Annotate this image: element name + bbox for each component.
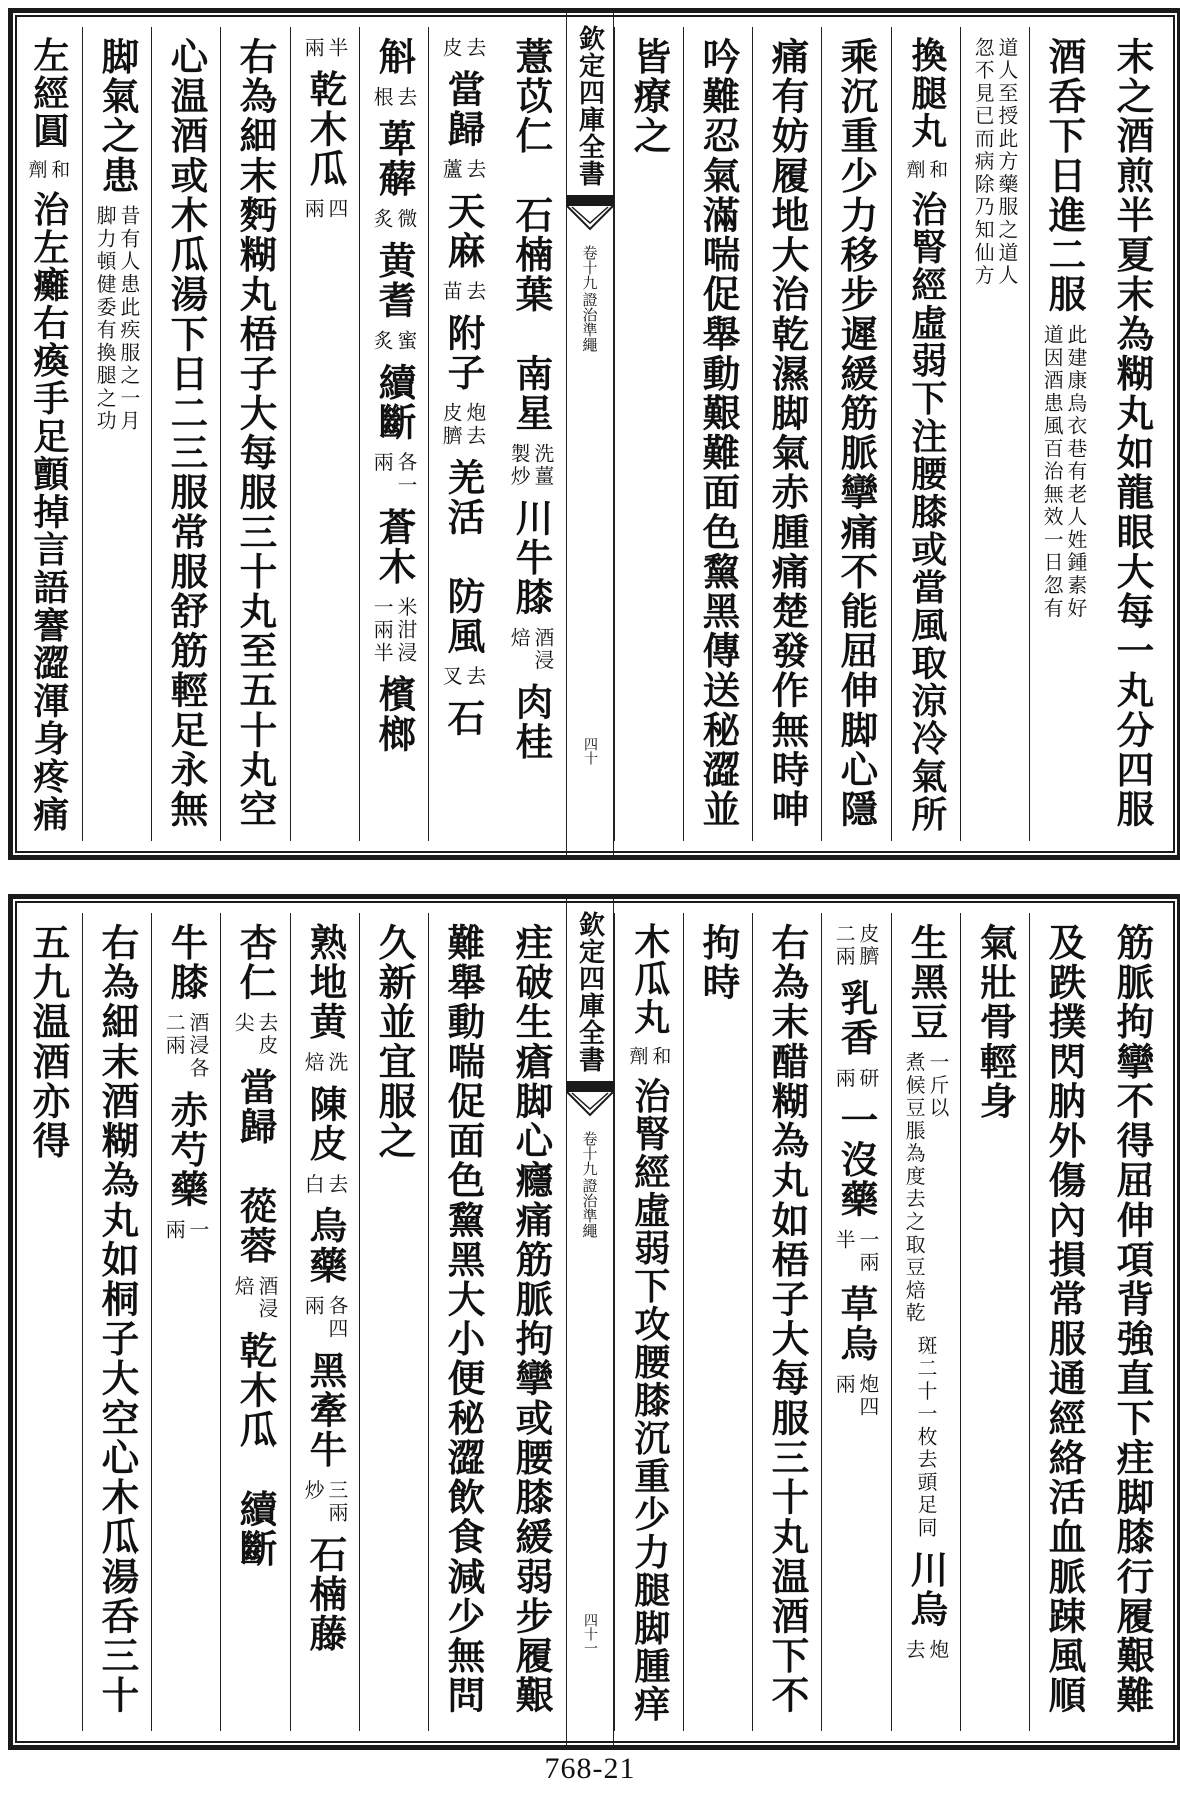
text-column [683, 913, 752, 1731]
bottom-page-panel [8, 894, 1180, 1750]
main-text: 生黑豆 [903, 922, 949, 1042]
small-annotation [371, 442, 417, 497]
small-annotation [371, 77, 417, 110]
small-annotation [834, 913, 880, 968]
top-page-panel [8, 8, 1180, 860]
annotation-line: 兩 [162, 1218, 187, 1242]
main-text: 肉桂 [509, 682, 555, 762]
main-text: 痛有妨履地大治乾濕脚氣赤腫痛楚發作無時呻 [765, 36, 811, 830]
small-annotation [440, 392, 486, 447]
annotation-line: 脚力頓健委有換腿之功 [93, 205, 118, 433]
main-text: 一沒藥 [834, 1100, 880, 1219]
text-column [151, 27, 220, 841]
column-flow [302, 913, 348, 1723]
fold-subtitle [580, 1125, 601, 1238]
main-text: 熟地黄 [302, 922, 348, 1042]
column-flow [25, 913, 71, 1723]
annotation-line: 米泔浸 [393, 596, 418, 665]
annotation-line: 焙 [300, 1051, 325, 1075]
annotation-line: 一 [186, 1218, 211, 1242]
column-flow [1110, 27, 1156, 833]
annotation-line: 二兩 [162, 1012, 187, 1058]
annotation-line: 酒浸 [255, 1275, 280, 1321]
small-annotation [834, 1219, 880, 1274]
small-annotation [915, 1325, 937, 1540]
text-column [428, 27, 497, 841]
main-text: 杏仁 [233, 922, 279, 1003]
small-annotation [164, 1002, 210, 1080]
fold-volume: 卷十九 [580, 1131, 599, 1176]
small-annotation [440, 149, 486, 182]
annotation-line: 蘆 [439, 158, 463, 182]
text-column [1029, 913, 1098, 1731]
text-column [82, 913, 151, 1731]
text-column [220, 27, 289, 841]
annotation-line: 去 [462, 36, 487, 60]
annotation-line: 研 [856, 1067, 881, 1091]
small-annotation [164, 1209, 210, 1242]
small-annotation [834, 1058, 880, 1091]
fold-title: 欽定四庫全書 [574, 911, 605, 1073]
annotation-line: 和 [925, 159, 949, 182]
main-text: 右為末醋糊為丸如梧子大每服三十丸温酒下不 [765, 922, 811, 1716]
annotation-line: 炮四 [856, 1373, 881, 1420]
annotation-line: 炮去 [462, 402, 487, 448]
text-column [290, 27, 359, 841]
main-text: 牛膝 [164, 922, 210, 1003]
top-center-fold [566, 13, 614, 855]
text-column [752, 27, 821, 841]
main-text: 及跌撲閃肭外傷內損常服通經絡活血脈踈風順 [1042, 922, 1087, 1716]
annotation-line: 半 [832, 1228, 857, 1252]
annotation-line: 兩 [300, 1295, 325, 1318]
main-text: 附子 [441, 313, 486, 393]
fish-tail-ornament-icon [566, 195, 614, 239]
main-text: 天麻 [441, 191, 486, 271]
text-column [497, 913, 566, 1731]
text-column [1029, 27, 1098, 841]
main-text: 末之酒煎半夏末為糊丸如龍眼大每一丸分四服 [1110, 36, 1156, 830]
main-text: 筋脈拘攣不得屈伸項背強直下疰脚膝行履艱難 [1110, 922, 1156, 1716]
bottom-center-fold [566, 899, 614, 1745]
main-text: 氣壯骨輕身 [972, 922, 1018, 1121]
annotation-line: 二兩 [832, 922, 857, 969]
annotation-line: 四 [324, 198, 349, 222]
main-text: 拘時 [696, 922, 741, 1003]
small-annotation [903, 1042, 949, 1325]
small-annotation [371, 320, 417, 353]
text-column [82, 27, 151, 841]
annotation-line: 微 [393, 208, 418, 231]
text-column [960, 913, 1029, 1731]
main-text: 脚氣之患 [95, 36, 140, 196]
column-flow [371, 27, 417, 833]
column-flow [696, 27, 741, 833]
annotation-line: 此建康烏衣巷有老人姓鍾素好 [1063, 324, 1088, 621]
annotation-line: 去 [901, 1638, 926, 1662]
column-flow [94, 27, 140, 833]
annotation-line: 兩 [300, 198, 325, 222]
small-annotation [302, 188, 348, 221]
column-flow [834, 913, 880, 1723]
main-text: 乾木瓜 續斷 [233, 1330, 279, 1569]
fold-volume: 卷十九 [580, 245, 599, 290]
main-text: 萆薢 [371, 119, 417, 199]
small-annotation [834, 1364, 880, 1419]
main-text: 川烏 [903, 1549, 949, 1629]
text-column [683, 27, 752, 841]
text-column [497, 27, 566, 841]
text-column [13, 913, 82, 1731]
main-text: 吟難忍氣滿喘促舉動艱難面色黧黑傳送秘澀並 [696, 36, 741, 830]
column-flow [302, 27, 348, 833]
annotation-line: 蜜 [393, 329, 418, 353]
annotation-line: 根 [369, 86, 394, 110]
annotation-line: 各四 [324, 1295, 349, 1341]
column-flow [972, 27, 1018, 833]
annotation-line: 兩 [832, 1373, 857, 1397]
annotation-line: 劑 [24, 159, 48, 182]
main-text: 治左癱右瘓手足顫掉言語謇澀渾身疼痛 [26, 190, 70, 833]
main-text: 川牛膝 [509, 498, 555, 618]
annotation-line: 去 [462, 158, 487, 182]
main-text: 木瓜丸 [628, 922, 671, 1037]
column-flow [1041, 27, 1087, 833]
text-column [821, 27, 890, 841]
column-flow [626, 913, 672, 1723]
text-column [614, 27, 683, 841]
text-column [359, 913, 428, 1731]
small-annotation [233, 1002, 279, 1057]
column-flow [95, 913, 140, 1723]
text-column [290, 913, 359, 1731]
main-text: 石 [441, 698, 486, 738]
annotation-line: 忽不見已而病除乃知仙方 [970, 36, 995, 288]
small-annotation [627, 1036, 671, 1067]
column-flow [972, 913, 1018, 1723]
annotation-line: 焙 [507, 627, 532, 650]
column-flow [902, 27, 949, 833]
column-flow [1110, 913, 1156, 1723]
main-text: 五九温酒亦得 [25, 922, 71, 1161]
text-column [960, 27, 1029, 841]
annotation-line: 叉 [439, 665, 463, 689]
main-text: 當歸 蓯蓉 [233, 1067, 279, 1266]
text-column [752, 913, 821, 1731]
column-flow [440, 27, 486, 833]
main-text: 乾木瓜 [302, 69, 348, 189]
small-annotation [302, 1042, 348, 1075]
main-text: 換腿丸 [904, 36, 948, 150]
column-flow [765, 27, 811, 833]
main-text: 黑牽牛 [302, 1350, 348, 1470]
annotation-line: 一斤以 [925, 1051, 950, 1120]
annotation-line: 製炒 [507, 442, 532, 489]
main-text: 左經圓 [26, 36, 70, 150]
column-flow [509, 913, 555, 1723]
small-annotation [904, 150, 947, 181]
small-annotation [302, 1470, 348, 1525]
main-text: 赤芍藥 [164, 1090, 210, 1210]
fold-page-number: 四十一 [582, 1613, 598, 1655]
small-annotation [302, 1164, 348, 1197]
column-flow [765, 913, 811, 1723]
annotation-line: 和 [47, 159, 71, 182]
annotation-line: 兩 [300, 36, 325, 60]
text-column [614, 913, 683, 1731]
text-column [891, 27, 960, 841]
column-flow [24, 27, 71, 833]
main-text: 蒼木 [371, 507, 417, 587]
annotation-line: 昔有人患此疾服之一月 [117, 205, 141, 433]
small-annotation [440, 27, 486, 60]
column-flow [627, 27, 672, 833]
text-column [220, 913, 289, 1731]
main-text: 黄耆 [371, 240, 417, 321]
small-annotation [233, 1266, 279, 1321]
annotation-line: 一兩 [856, 1228, 881, 1275]
annotation-line: 焙 [231, 1275, 256, 1299]
column-flow [903, 913, 949, 1723]
annotation-line: 皮 [439, 36, 463, 60]
annotation-line: 劑 [902, 159, 926, 182]
text-column [428, 913, 497, 1731]
column-flow [164, 913, 210, 1723]
small-annotation [509, 433, 555, 488]
small-annotation [903, 1629, 949, 1662]
annotation-line: 炮 [925, 1638, 950, 1662]
annotation-line: 道人至授此方藥服之道人 [994, 36, 1019, 288]
main-text: 續斷 [371, 362, 417, 442]
column-flow [371, 913, 417, 1723]
small-annotation [94, 195, 140, 433]
main-text: 烏藥 [302, 1206, 348, 1286]
annotation-line: 去 [324, 1173, 349, 1197]
annotation-line: 炒 [300, 1479, 325, 1503]
main-text: 皆療之 [627, 36, 672, 156]
small-annotation [302, 27, 348, 60]
small-annotation [1041, 314, 1087, 620]
annotation-line: 皮臍 [439, 402, 463, 448]
fold-subtitle [580, 239, 601, 352]
annotation-line: 道因酒患風百治無效一日忽有 [1040, 324, 1064, 621]
main-text: 乘沉重少力移步遲緩筋脈攣痛不能屈伸脚心隱 [834, 36, 880, 830]
main-text: 薏苡仁 石楠葉 南星 [509, 36, 555, 433]
annotation-line: 去皮 [255, 1012, 280, 1058]
text-column [1098, 913, 1167, 1731]
main-text: 右為細末酒糊為丸如桐子大空心木瓜湯呑三十 [95, 922, 140, 1716]
main-text: 陳皮 [302, 1084, 348, 1164]
small-annotation [509, 617, 555, 672]
annotation-line: 炙 [369, 208, 394, 231]
annotation-line: 白 [300, 1173, 325, 1197]
fold-book-title: 證治準繩 [580, 292, 599, 352]
annotation-line: 酒浸各 [186, 1012, 211, 1081]
annotation-line: 皮臍 [856, 922, 881, 969]
column-flow [834, 27, 880, 833]
fold-title: 欽定四庫全書 [574, 25, 605, 187]
annotation-line: 一兩半 [369, 596, 394, 665]
small-annotation [440, 656, 486, 689]
annotation-line: 煮候豆脹為度去之取豆焙乾 [901, 1051, 926, 1325]
small-annotation [371, 198, 417, 231]
text-column [151, 913, 220, 1731]
text-column [891, 913, 960, 1731]
annotation-line: 半 [324, 36, 349, 60]
annotation-line: 劑 [626, 1045, 650, 1068]
annotation-line: 炙 [369, 329, 394, 353]
small-annotation [26, 150, 69, 181]
main-text: 難舉動喘促面色黧黑大小便秘澀飲食減少無問 [441, 922, 486, 1716]
annotation-line: 去 [462, 665, 487, 689]
main-text: 草烏 [834, 1284, 880, 1364]
annotation-line: 斑二十一枚去頭足同 [913, 1334, 938, 1540]
main-text: 右為細末麪糊丸梧子大每服三十丸至五十丸空 [233, 36, 279, 830]
annotation-line: 去 [462, 280, 487, 304]
column-flow [164, 27, 210, 833]
main-text: 石楠藤 [302, 1534, 348, 1654]
fold-page-number: 四十 [582, 737, 598, 765]
small-annotation [371, 586, 417, 664]
annotation-line: 洗 [324, 1051, 349, 1075]
small-annotation [972, 27, 1018, 287]
text-column [1098, 27, 1167, 841]
main-text: 久新並宜服之 [371, 922, 417, 1161]
annotation-line: 苗 [439, 280, 463, 304]
column-flow [1042, 913, 1087, 1723]
small-annotation [440, 271, 486, 304]
main-text: 當歸 [441, 69, 486, 149]
main-text: 斛 [371, 36, 417, 77]
text-column [359, 27, 428, 841]
main-text: 心温酒或木瓜湯下日二三服常服舒筋輕足永無 [164, 36, 210, 830]
main-text: 乳香 [834, 978, 880, 1058]
column-flow [441, 913, 486, 1723]
annotation-line: 三兩 [324, 1479, 349, 1525]
annotation-line: 兩 [832, 1067, 857, 1091]
text-column [13, 27, 82, 841]
main-text: 羌活 防風 [441, 457, 486, 656]
column-flow [233, 913, 279, 1723]
annotation-line: 兩 [369, 451, 394, 475]
annotation-line: 去 [393, 86, 418, 110]
main-text: 治腎經虛弱下注腰膝或當風取涼冷氣所 [904, 190, 948, 833]
main-text: 檳榔 [371, 674, 417, 754]
annotation-line: 酒浸 [531, 627, 556, 673]
annotation-line: 尖 [231, 1012, 256, 1035]
annotation-line: 洗薑 [531, 442, 556, 489]
annotation-line: 和 [649, 1045, 672, 1068]
column-flow [233, 27, 279, 833]
text-column [821, 913, 890, 1731]
column-flow [696, 913, 741, 1723]
page-number: 768-21 [544, 1752, 636, 1785]
main-text: 酒呑下日進二服 [1042, 36, 1087, 315]
fold-book-title: 證治準繩 [580, 1178, 599, 1238]
main-text: 疰破生瘡脚心癮痛筋脈拘攣或腰膝緩弱步履艱 [509, 922, 555, 1716]
column-flow [509, 27, 555, 833]
main-text: 治腎經虛弱下攻腰膝沉重少力腿脚腫痒 [628, 1077, 671, 1723]
annotation-line: 各一 [393, 451, 418, 498]
fish-tail-ornament-icon [566, 1081, 614, 1125]
small-annotation [302, 1285, 348, 1340]
